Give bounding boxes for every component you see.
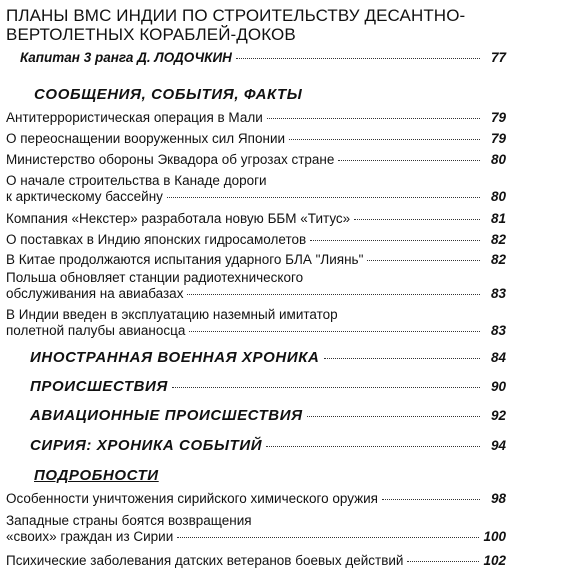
section-heading-details: ПОДРОБНОСТИ [34,467,159,484]
article-author-row[interactable] [20,50,506,65]
toc-section-entry[interactable] [30,378,506,395]
leader-dots [324,358,481,359]
leader-dots [338,160,480,161]
page-number: 83 [490,323,506,338]
section-title: ПРОИСШЕСТВИЯ [30,378,168,395]
toc-entry[interactable] [6,173,506,205]
leader-dots [187,294,480,295]
entry-title-line2: «своих» граждан из Сирии [6,529,174,544]
toc-entry[interactable] [6,270,506,302]
entry-title-line1: О начале строительства в Канаде дороги [6,173,267,188]
page-number: 80 [490,189,506,204]
section-title: СИРИЯ: ХРОНИКА СОБЫТИЙ [30,437,263,454]
page-number: 82 [490,232,506,247]
toc-entry[interactable] [6,491,506,507]
entry-title-line2: к арктическому бассейну [6,189,163,204]
entry-title-line1: Западные страны боятся возвращения [6,513,252,528]
leader-dots [354,219,480,220]
toc-entry[interactable] [6,152,506,168]
entry-title: В Китае продолжаются испытания ударного БЛА "Лиянь" [6,252,364,267]
page-number: 79 [490,131,506,146]
page-number: 98 [490,491,506,506]
page-number: 100 [483,529,506,544]
page-number: 83 [490,286,506,301]
leader-dots [382,499,480,500]
article-title-line2: ВЕРТОЛЕТНЫХ КОРАБЛЕЙ-ДОКОВ [6,25,296,44]
article-title-line1: ПЛАНЫ ВМС ИНДИИ ПО СТРОИТЕЛЬСТВУ ДЕСАНТНО- [6,6,466,25]
leader-dots [367,260,480,261]
entry-title: Министерство обороны Эквадора об угрозах стране [6,152,335,167]
leader-dots [236,58,480,59]
toc-entry[interactable] [6,307,506,339]
toc-entry[interactable] [6,131,506,147]
entry-title-line2: полетной палубы авианосца [6,323,186,338]
entry-title: Особенности уничтожения сирийского химического оружия [6,491,378,506]
page-number: 77 [490,50,506,65]
leader-dots [172,387,480,388]
page-number: 94 [490,438,506,453]
entry-title: Психические заболевания датских ветеранов боевых действий [6,553,404,568]
leader-dots [289,139,480,140]
toc-entry[interactable] [6,110,506,126]
toc-section-entry[interactable] [30,407,506,424]
toc-entry[interactable] [6,513,506,545]
entry-title-line2: обслуживания на авиабазах [6,286,184,301]
toc-section-entry[interactable] [30,349,506,366]
page-number: 81 [490,211,506,226]
toc-section-entry[interactable] [30,437,506,454]
entry-title: Компания «Некстер» разработала новую ББМ «Титус» [6,211,351,226]
leader-dots [267,118,480,119]
section-title: АВИАЦИОННЫЕ ПРОИСШЕСТВИЯ [30,407,303,424]
leader-dots [266,446,480,447]
entry-title: О переоснащении вооруженных сил Японии [6,131,286,146]
article-author: Капитан 3 ранга Д. ЛОДОЧКИН [20,50,232,65]
section-heading-news: СООБЩЕНИЯ, СОБЫТИЯ, ФАКТЫ [34,86,303,103]
leader-dots [189,331,480,332]
leader-dots [177,537,479,538]
page-number: 90 [490,379,506,394]
page-number: 82 [490,252,506,267]
entry-title: Антитеррористическая операция в Мали [6,110,263,125]
page-number: 84 [490,350,506,365]
section-title: ИНОСТРАННАЯ ВОЕННАЯ ХРОНИКА [30,349,320,366]
toc-entry[interactable] [6,252,506,268]
leader-dots [307,416,480,417]
page-number: 102 [483,553,506,568]
toc-entry[interactable] [6,232,506,248]
entry-title-line1: В Индии введен в эксплуатацию наземный имитатор [6,307,338,322]
entry-title: О поставках в Индию японских гидросамолетов [6,232,307,247]
page-number: 92 [490,408,506,423]
leader-dots [407,561,479,562]
entry-title-line1: Польша обновляет станции радиотехнического [6,270,304,285]
leader-dots [167,197,480,198]
page-number: 80 [490,152,506,167]
page-number: 79 [490,110,506,125]
toc-entry[interactable] [6,553,506,569]
leader-dots [310,240,480,241]
article-title[interactable] [6,6,506,44]
toc-entry[interactable] [6,211,506,227]
